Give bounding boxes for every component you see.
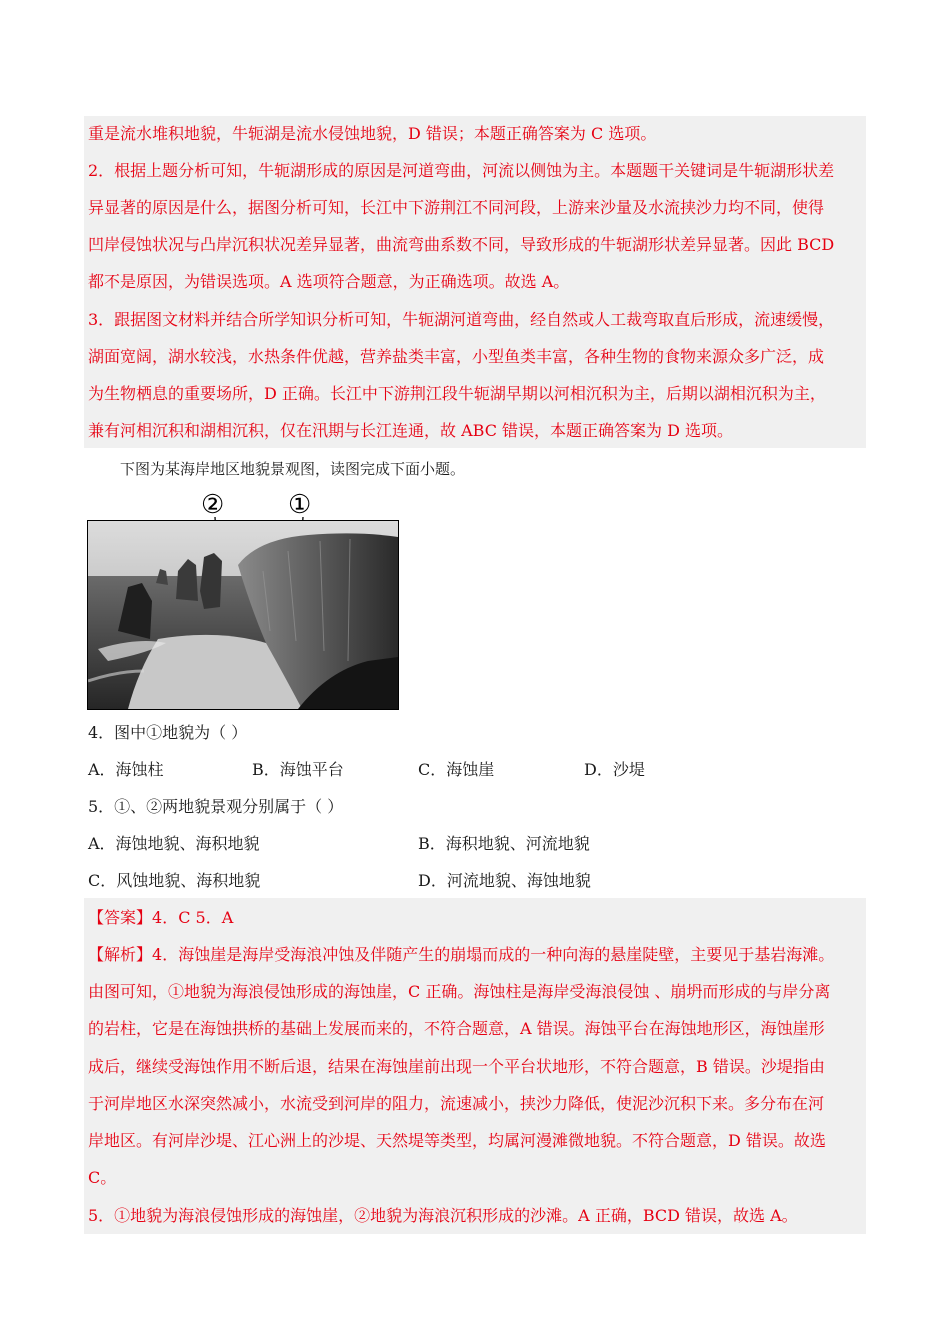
analysis-line: 成后，继续受海蚀作用不断后退，结果在海蚀崖前出现一个平台状地形，不符合题意，B 错误。沙堤指由 <box>88 1057 825 1076</box>
answer-text: 4．C 5．A <box>152 908 234 927</box>
explanation-line: 2．根据上题分析可知，牛轭湖形成的原因是河道弯曲，河流以侧蚀为主。本题题干关键词是牛轭湖形状差 <box>88 161 835 180</box>
answer-line <box>88 908 233 928</box>
question-4-stem: 4．图中①地貌为（ ） <box>88 723 248 742</box>
analysis-line: 岸地区。有河岸沙堤、江心洲上的沙堤、天然堤等类型，均属河漫滩微地貌。不符合题意，D 错误。故选 <box>88 1131 826 1150</box>
analysis-first: 4．海蚀崖是海岸受海浪冲蚀及伴随产生的崩塌而成的一种向海的悬崖陡壁，主要见于基岩海滩。 <box>152 945 835 964</box>
figure-intro: 下图为某海岸地区地貌景观图，读图完成下面小题。 <box>120 460 466 478</box>
q4-option-c[interactable]: C．海蚀崖 <box>418 760 495 779</box>
analysis-label: 【解析】 <box>88 945 153 964</box>
analysis-line: 于河岸地区水深突然减小，水流受到河岸的阻力，流速减小，挟沙力降低，使泥沙沉积下来。多分布在河 <box>88 1094 825 1113</box>
q5-option-b[interactable]: B．海积地貌、河流地貌 <box>418 834 590 853</box>
analysis-line <box>88 945 834 965</box>
analysis-line: C。 <box>88 1168 117 1187</box>
question-5-stem: 5．①、②两地貌景观分别属于（ ） <box>88 797 344 816</box>
answer-label: 【答案】 <box>88 908 153 927</box>
q5-option-d[interactable]: D．河流地貌、海蚀地貌 <box>418 871 591 890</box>
q4-option-d[interactable]: D．沙堤 <box>584 760 645 779</box>
explanation-line: 3．跟据图文材料并结合所学知识分析可知，牛轭湖河道弯曲，经自然或人工裁弯取直后形成，流速缓慢， <box>88 310 835 329</box>
explanation-line: 异显著的原因是什么，据图分析可知，长江中下游荆江不同河段，上游来沙量及水流挟沙力均不同，使得 <box>88 198 825 217</box>
q4-option-a[interactable]: A．海蚀柱 <box>88 760 164 779</box>
analysis-line: 5．①地貌为海浪侵蚀形成的海蚀崖，②地貌为海浪沉积形成的沙滩。A 正确，BCD 错误，故选 A。 <box>88 1206 798 1225</box>
analysis-line: 的岩柱，它是在海蚀拱桥的基础上发展而来的，不符合题意，A 错误。海蚀平台在海蚀地形区，海蚀崖形 <box>88 1019 825 1038</box>
q4-option-b[interactable]: B．海蚀平台 <box>252 760 344 779</box>
explanation-line: 重是流水堆积地貌，牛轭湖是流水侵蚀地貌，D 错误；本题正确答案为 C 选项。 <box>88 124 657 143</box>
analysis-line: 由图可知，①地貌为海浪侵蚀形成的海蚀崖，C 正确。海蚀柱是海岸受海浪侵蚀 、崩坍而形成的与岸分离 <box>88 982 831 1001</box>
marker-2: ② <box>201 490 225 520</box>
coastal-landform-photo <box>87 520 399 710</box>
photo-drawing <box>88 521 398 709</box>
q5-option-a[interactable]: A．海蚀地貌、海积地貌 <box>88 834 260 853</box>
q5-option-c[interactable]: C．风蚀地貌、海积地貌 <box>88 871 261 890</box>
explanation-line: 兼有河相沉积和湖相沉积，仅在汛期与长江连通，故 ABC 错误，本题正确答案为 D 选项。 <box>88 421 734 440</box>
explanation-line: 都不是原因，为错误选项。A 选项符合题意，为正确选项。故选 A。 <box>88 272 570 291</box>
explanation-line: 凹岸侵蚀状况与凸岸沉积状况差异显著，曲流弯曲系数不同，导致形成的牛轭湖形状差异显著。因此 BCD <box>88 235 835 254</box>
explanation-line: 湖面宽阔，湖水较浅，水热条件优越，营养盐类丰富，小型鱼类丰富，各种生物的食物来源众多广泛，成 <box>88 347 825 366</box>
marker-1: ① <box>288 490 312 520</box>
explanation-line: 为生物栖息的重要场所，D 正确。长江中下游荆江段牛轭湖早期以河相沉积为主，后期以湖相沉积为主， <box>88 384 826 403</box>
